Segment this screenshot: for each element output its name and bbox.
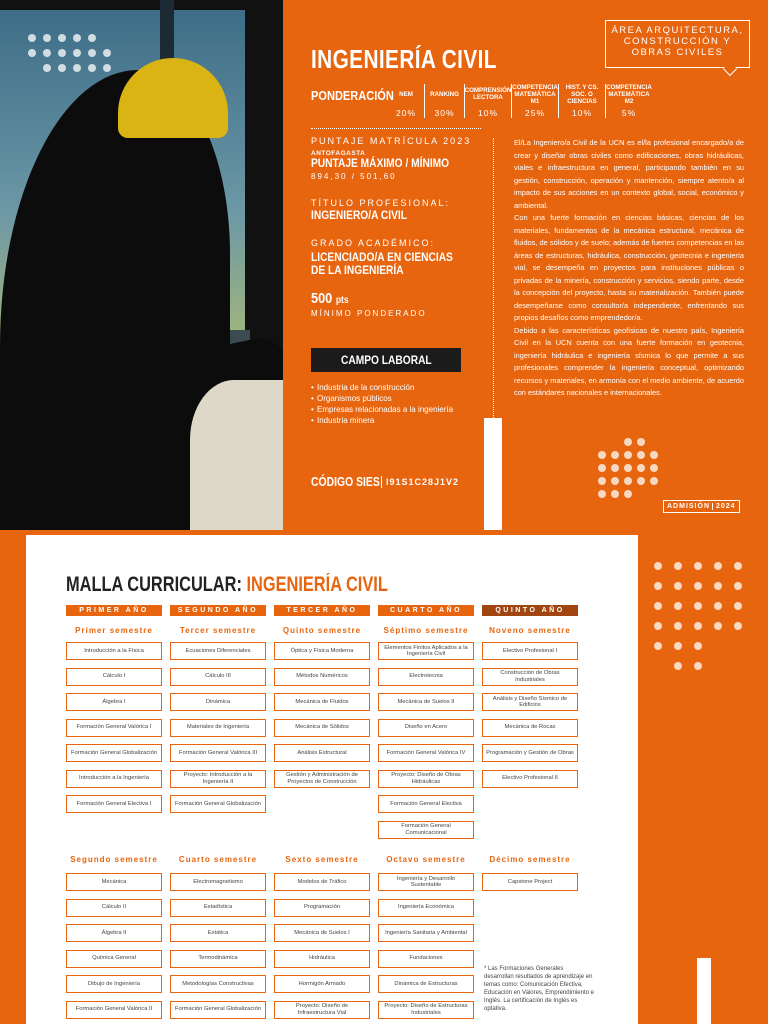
area-badge: ÁREA ARQUITECTURA, CONSTRUCCIÓN Y OBRAS CIVILES [605,20,750,68]
decor-dot [58,64,66,72]
pond-value: 25% [524,108,545,118]
course-box: Mecánica de Fluidos [274,693,370,711]
course-box: Proyecto: Diseño de Obras Hidráulicas [378,770,474,788]
semester-label: Noveno semestre [489,626,571,635]
course-box: Formación General Electiva I [66,795,162,813]
decor-dot [674,582,682,590]
decor-dot [637,438,645,446]
course-box: Programación y Gestión de Obras [482,744,578,762]
course-box: Diseño en Acero [378,719,474,737]
course-box: Métodos Numéricos [274,668,370,686]
year-header [274,605,370,616]
decor-dot [694,662,702,670]
year-label: PRIMER AÑO [66,605,162,616]
decor-dot [624,438,632,446]
decor-bar [484,418,502,530]
course-box: Estadística [170,899,266,917]
course-box: Análisis Estructural [274,744,370,762]
decor-dot [58,49,66,57]
decor-dot [650,451,658,459]
puntaje-minimo [311,292,349,307]
decor-dot [714,602,722,610]
titulo-value: INGENIERO/A CIVIL [311,208,407,222]
pts-value: 500 [311,290,333,307]
course-box: Ingeniería y Desarrollo Sustentable [378,873,474,891]
decor-dot [650,477,658,485]
description-paragraph: El/La Ingeniero/a Civil de la UCN es el/la profesional encargado/a de crear y diseñar obras civiles como edificaciones, obras hidráulicas, viales e infraestructura en general, participando también en su gestión, construcción, operación y mantención, siempre atento/a al impacto de sus acciones en un contexto global, social, económico y ambiental. [514,138,744,210]
semester-label: Quinto semestre [282,626,362,635]
decor-dot [598,490,606,498]
decor-dot [28,49,36,57]
course-box: Formación General Valórica IV [378,744,474,762]
career-title: INGENIERÍA CIVIL [311,44,497,74]
year-label: SEGUNDO AÑO [170,605,266,616]
course-box: Dinámica [170,693,266,711]
pond-head: COMPETENCIA MATEMÁTICA M2 [606,83,652,105]
decor-dot [694,642,702,650]
malla-curricular [26,535,638,1024]
course-box: Formación General Globalización [66,744,162,762]
decor-bar-bottom [697,958,711,1024]
course-box: Construcción de Obras Industriales [482,668,578,686]
decor-dot [611,451,619,459]
course-box: Formación General Comunicacional [378,821,474,839]
decor-dot [73,34,81,42]
decor-dot [654,642,662,650]
sies-label: CÓDIGO SIES [311,474,380,489]
decor-dot [694,562,702,570]
sede-label: ANTOFAGASTA [311,150,366,157]
semester-label: Séptimo semestre [383,626,469,635]
vertical-divider [493,138,494,418]
divider [311,128,481,129]
pond-head: COMPETENCIA MATEMÁTICA M1 [512,83,558,105]
course-box: Formación General Valórica II [66,1001,162,1019]
decor-dot [694,582,702,590]
year-label: TERCER AÑO [274,605,370,616]
course-box: Cálculo I [66,668,162,686]
decor-dot [674,562,682,570]
decor-dot [714,562,722,570]
decor-dot [674,602,682,610]
admision-badge [663,500,740,513]
course-box: Formación General Globalización [170,1001,266,1019]
ponderacion-table [388,84,652,118]
semester-label: Cuarto semestre [178,855,258,864]
year-label: QUINTO AÑO [482,605,578,616]
course-box: Formación General Globalización [170,795,266,813]
course-box: Introducción a la Ingeniería [66,770,162,788]
pond-value: 5% [621,108,637,118]
decor-dot [43,64,51,72]
semester-label: Segundo semestre [70,855,158,864]
admision-label: ADMISIÓN [667,503,710,510]
course-box: Química General [66,950,162,968]
decor-dot [694,622,702,630]
decor-dot [598,451,606,459]
course-box: Estática [170,924,266,942]
course-box: Ingeniería Económica [378,899,474,917]
course-box: Materiales de Ingeniería [170,719,266,737]
course-box: Modelos de Tráfico [274,873,370,891]
course-box: Elementos Finitos Aplicados a la Ingeniería Civil [378,642,474,660]
decor-dot [714,622,722,630]
course-box: Mecánica [66,873,162,891]
decor-dot [734,562,742,570]
course-box: Ingeniería Sanitaria y Ambiental [378,924,474,942]
pts-unit: pts [335,295,349,306]
list-item: • Organismos públicos [311,393,471,404]
decor-dot [654,582,662,590]
course-box: Programación [274,899,370,917]
year-header [170,605,266,616]
course-box: Ecuaciones Diferenciales [170,642,266,660]
pond-head: RANKING [430,90,459,98]
grado-value-line1: LICENCIADO/A EN CIENCIAS [311,250,453,264]
decor-dot [73,64,81,72]
decor-dots-right-bottom [654,562,754,672]
decor-dot [674,642,682,650]
pts-label: MÍNIMO PONDERADO [311,309,427,318]
course-box: Proyecto: Diseño de Infraestructura Vial [274,1001,370,1019]
course-box: Mecánica de Suelos II [378,693,474,711]
decor-dot [637,451,645,459]
course-box: Óptica y Física Moderna [274,642,370,660]
decor-dot [637,464,645,472]
description-paragraph: Debido a las características geofísicas de nuestro país, Ingeniería Civil en la UCN cuenta con una fuerte formación en geotecnia, ingeniería hidráulica e ingeniería sísmica lo que permite a sus profesionales comprender la ingeniería conceptual, optimizando recursos y materiales, en armonía con el medio ambiente, de acuerdo con estándares nacionales e internacionales. [514,325,744,397]
career-description [514,137,744,400]
list-item: • Industria de la construcción [311,382,471,393]
pond-head: HIST. Y CS. SOC. O CIENCIAS [565,83,599,105]
course-box: Cálculo III [170,668,266,686]
year-header [66,605,162,616]
course-box: Introducción a la Física [66,642,162,660]
decor-dot [650,464,658,472]
decor-dot [674,662,682,670]
course-box: Mecánica de Suelos I [274,924,370,942]
decor-dot [624,451,632,459]
pond-value: 30% [434,108,455,118]
course-box: Metodologías Constructivas [170,975,266,993]
course-box: Mecánica de Rocas [482,719,578,737]
decor-dot [654,622,662,630]
course-box: Gestión y Administración de Proyectos de Construcción [274,770,370,788]
course-box: Formación General Valórica I [66,719,162,737]
description-paragraph: Con una fuerte formación en ciencias básicas, ciencias de los materiales, fundamentos de la mecánica estructural, mecánica de fluidos, de sólidos y de suelo; además de fuertes competencias en las áreas de estructuras, hidráulica, construcción, geotecnia e ingeniería vial, se desempeña en proyectos para instituciones públicas o privadas de la minería, construcción y servicios, siendo parte, desde la concepción del proyecto, hasta su materialización. También puede desempeñarse como consultor/a independiente, enfrentando sus propios desafíos como emprendedor/a. [514,213,744,322]
list-item: • Empresas relacionadas a la ingeniería [311,404,471,415]
campo-laboral-list [311,382,471,426]
decor-dot [637,477,645,485]
course-box: Álgebra II [66,924,162,942]
decor-dot [734,602,742,610]
admision-year: 2024 [712,503,736,510]
titulo-label: TÍTULO PROFESIONAL: [311,198,451,208]
campo-label: CAMPO LABORAL [340,353,432,367]
decor-dots-right-middle [598,438,668,513]
course-box: Álgebra I [66,693,162,711]
course-box: Mecánica de Sólidos [274,719,370,737]
decor-dot [694,602,702,610]
semester-label: Sexto semestre [285,855,359,864]
malla-title-career: INGENIERÍA CIVIL [246,573,388,596]
grado-value-line2: DE LA INGENIERÍA [311,263,404,277]
course-box: Cálculo II [66,899,162,917]
course-box: Capstone Project [482,873,578,891]
decor-dot [73,49,81,57]
decor-dot [43,34,51,42]
semester-label: Octavo semestre [386,855,466,864]
campo-laboral-header [311,348,461,372]
decor-dot [611,477,619,485]
decor-dot [674,622,682,630]
course-box: Formación General Valórica III [170,744,266,762]
malla-title-prefix: MALLA CURRICULAR: [66,573,247,596]
course-box: Hormigón Armado [274,975,370,993]
decor-dot [103,49,111,57]
decor-dot [598,464,606,472]
year-header [378,605,474,616]
grado-label: GRADO ACADÉMICO: [311,238,436,248]
decor-dot [624,477,632,485]
sies-code: I91S1C28J1V2 [381,476,463,488]
pond-head: COMPRENSIÓN LECTORA [464,87,512,101]
list-item: • Industria minera [311,415,471,426]
course-box: Proyecto: Diseño de Estructuras Industriales [378,1001,474,1019]
decor-dot [43,49,51,57]
decor-dot [611,490,619,498]
decor-dot [88,64,96,72]
course-box: Hidráulica [274,950,370,968]
course-box: Proyecto: Introducción a la Ingeniería II [170,770,266,788]
course-box: Electivo Profesional II [482,770,578,788]
decor-dot [654,562,662,570]
ponderacion-label: PONDERACIÓN [311,88,394,103]
course-box: Electromagnetismo [170,873,266,891]
decor-dot [88,34,96,42]
semester-label: Décimo semestre [489,855,571,864]
pond-value: 10% [571,108,592,118]
pond-value: 20% [395,108,416,118]
puntaje-value: 894,30 / 501,60 [311,172,397,181]
footnote: * Las Formaciones Generales desarrollan resultados de aprendizaje en temas como: Comunicación Efectiva, Educación en Valores, Emprendimiento e Inglés. La certificación de Inglés es optativa. [484,966,594,1012]
pond-head: NEM [399,90,413,98]
puntaje-label: PUNTAJE MATRÍCULA 2023 [311,136,472,146]
decor-dot [734,622,742,630]
year-label: CUARTO AÑO [378,605,474,616]
decor-dot [611,464,619,472]
course-box: Fundaciones [378,950,474,968]
decor-dot [88,49,96,57]
semester-label: Primer semestre [75,626,153,635]
semester-label: Tercer semestre [179,626,257,635]
decor-dots-top-left [28,34,118,84]
malla-title [66,573,388,597]
decor-dot [734,582,742,590]
course-box: Formación General Electiva [378,795,474,813]
course-box: Termodinámica [170,950,266,968]
course-box: Dinámica de Estructuras [378,975,474,993]
decor-dot [598,477,606,485]
course-box: Dibujo de Ingeniería [66,975,162,993]
decor-dot [654,602,662,610]
year-header [482,605,578,616]
course-box: Electivo Profesional I [482,642,578,660]
course-box: Electrotecnia [378,668,474,686]
course-box: Análisis y Diseño Sísmico de Edificios [482,693,578,711]
pond-value: 10% [477,108,498,118]
decor-dot [28,34,36,42]
decor-dot [624,490,632,498]
decor-dot [624,464,632,472]
decor-dot [714,582,722,590]
puntaje-title: PUNTAJE MÁXIMO / MÍNIMO [311,156,450,170]
decor-dot [58,34,66,42]
decor-dot [103,64,111,72]
